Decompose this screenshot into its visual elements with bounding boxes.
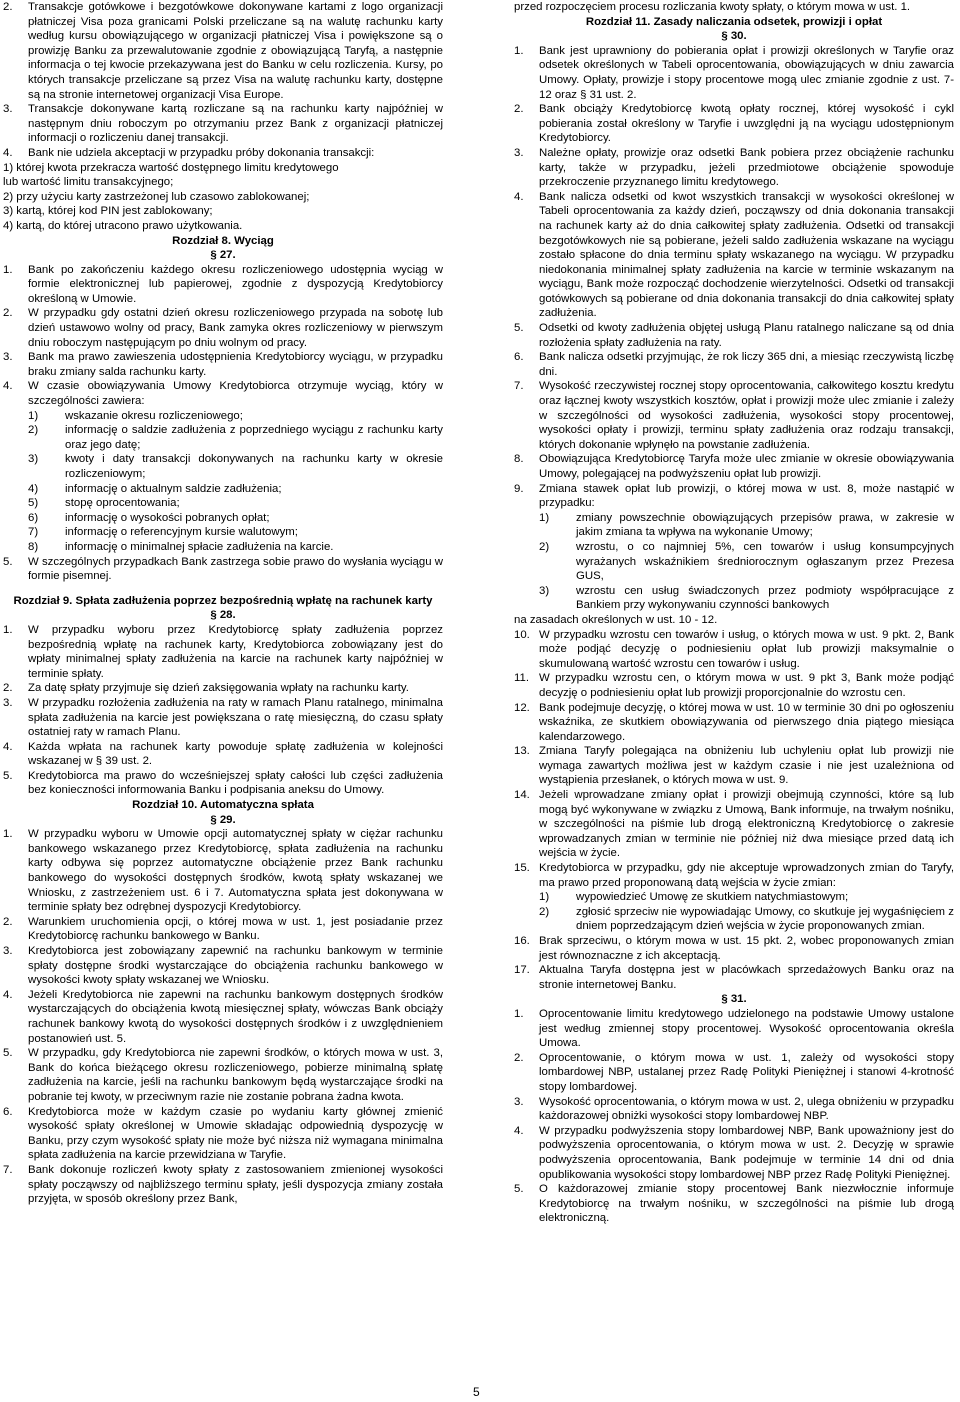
- item-text: Warunkiem uruchomienia opcji, o której mowa w ust. 1, jest posiadanie przez Kredytobiorcę rachunku bankowego w Banku.: [28, 915, 443, 943]
- item-number: 3.: [3, 351, 13, 364]
- item-number: 1): [539, 891, 550, 904]
- item-number: 3.: [514, 1095, 524, 1108]
- item-text: W przypadku podwyższenia stopy lombardowej NBP, Bank upoważniony jest do podwyższenia oprocentowania, o którym mowa w ust. 2. Decyzję w sprawie podwyższenia oprocentowania, Bank podejmuje w terminie 14 dni od dnia opublikowania wysokości stopy lombardowej NBP przez Radę Polityki Pieniężnej.: [539, 1124, 954, 1181]
- paragraph: 3) kartą, której kod PIN jest zablokowany;: [3, 205, 213, 218]
- item-text: Za datę spłaty przyjmuje się dzień zaksięgowania wpłaty na rachunku karty.: [28, 682, 409, 695]
- item-number: 11.: [514, 672, 529, 685]
- item-number: 8.: [514, 453, 524, 466]
- item-text: Każda wpłata na rachunek karty powoduje spłatę zadłużenia w kolejności wskazanej w § 39 ust. 2.: [28, 740, 443, 768]
- section-heading: § 29.: [210, 813, 236, 826]
- item-text: Należne opłaty, prowizje oraz odsetki Bank pobiera przez obciążenie rachunku karty, także w przypadku, jeżeli przedmiotowe obciążenie spowoduje przekroczenie przyznanego limitu kredytowego.: [539, 146, 954, 189]
- numbered-paragraph: [3, 1046, 443, 1104]
- item-number: 2.: [3, 915, 13, 928]
- section-heading: § 27.: [210, 249, 236, 262]
- numbered-paragraph: [514, 1051, 954, 1095]
- item-number: 4.: [3, 380, 13, 393]
- item-number: 5.: [3, 769, 13, 782]
- item-text: O każdorazowej zmianie stopy procentowej Bank niezwłocznie informuje Kredytobiorcę na trwałym nośniku, w szczególności na piśmie lub drogą elektroniczną.: [539, 1183, 954, 1225]
- item-text: Bank jest uprawniony do pobierania opłat i prowizji określonych w Taryfie oraz odsetek określonych w Tabeli oprocentowania, obowiązujących w dniu zawarcia Umowy. Opłaty, prowizje i stopy procentowe mogą ulec zmianie zgodnie z ust. 7-12 oraz § 31 ust. 2.: [539, 44, 954, 101]
- list-subitem: [28, 511, 443, 526]
- item-text: W przypadku gdy ostatni dzień okresu rozliczeniowego przypada na sobotę lub dzień ustawowo wolny od pracy, Bank zamyka okres rozliczeniowy w pierwszym dniu roboczym następującym po dniu wolnym od pracy.: [28, 307, 443, 349]
- item-number: 14.: [514, 789, 530, 802]
- list-subitem: [28, 452, 443, 481]
- item-number: 5.: [514, 1183, 524, 1196]
- item-number: 4.: [514, 190, 524, 203]
- list-subitem: [28, 482, 443, 497]
- numbered-paragraph: [3, 102, 443, 146]
- numbered-paragraph: [3, 988, 443, 1046]
- item-number: 4): [28, 482, 39, 495]
- list-subitem: [28, 423, 443, 452]
- section-heading: Rozdział 11. Zasady naliczania odsetek, prowizji i opłat: [585, 15, 883, 28]
- item-text: Oprocentowanie, o którym mowa w ust. 1, zależy od wysokości stopy lombardowej NBP, ustalanej przez Radę Polityki Pieniężnej i stanowi 4-krotność stopy lombardowej.: [539, 1051, 954, 1093]
- item-number: 5.: [3, 1047, 13, 1060]
- numbered-paragraph: [3, 681, 443, 696]
- numbered-paragraph: [514, 861, 954, 890]
- numbered-paragraph: [514, 1007, 954, 1051]
- item-text: stopę oprocentowania;: [65, 497, 180, 510]
- item-text: informację o wysokości pobranych opłat;: [65, 511, 270, 524]
- item-text: Obowiązująca Kredytobiorcę Taryfa może ulec zmianie w okresie obowiązywania Umowy, polegającej na podwyższeniu opłat lub prowizji.: [539, 453, 954, 480]
- numbered-paragraph: [514, 628, 954, 672]
- item-number: 5.: [3, 555, 13, 568]
- item-text: Bank obciąży Kredytobiorcę kwotą opłaty rocznej, której wysokość i cykl pobierania został określony w Taryfie i uwzględni ją na wyciągu udostępnionym Kredytobiorcy.: [539, 103, 954, 145]
- item-text: informację o referencyjnym kursie walutowym;: [65, 526, 298, 539]
- numbered-paragraph: [514, 1124, 954, 1182]
- list-subitem: [28, 496, 443, 511]
- numbered-paragraph: [514, 190, 954, 321]
- item-text: Transakcje gotówkowe i bezgotówkowe dokonywane kartami z logo organizacji płatniczej Visa poza granicami Polski przeliczane są na walutę rachunku karty według kursu obowiązującego w organizacji płatniczej Visa i powiększone są o prowizję Banku za przewalutowanie zgodnie z obowiązującą Taryfą, a następnie informacja o tej kwocie przekazywana jest do Banku w celu rozliczenia. Kursy, po których transakcje przeliczane są przez Visa na walutę rachunku karty, dostępne są na stronie internetowej organizacji Visa Europe.: [28, 1, 443, 101]
- item-text: Wysokość rzeczywistej rocznej stopy oprocentowania, całkowitego kosztu kredytu oraz łącznej kwoty wszystkich kosztów, opłat i prowizji może ulec zmianie i zależy w szczególności od wysokości zadłużenia, wysokości stopy procentowej, wysokości opłaty i prowizji, terminu spłaty zadłużenia oraz rodzaju transakcji, których dokonanie wpłynęło na powstanie zadłużenia.: [539, 380, 954, 451]
- numbered-paragraph: [514, 452, 954, 481]
- numbered-paragraph: [3, 944, 443, 988]
- paragraph: 1) której kwota przekracza wartość dostępnego limitu kredytowego: [3, 161, 339, 174]
- numbered-paragraph: [514, 350, 954, 379]
- numbered-paragraph: [3, 623, 443, 681]
- item-number: 1.: [3, 263, 13, 276]
- list-subitem: [28, 525, 443, 540]
- numbered-paragraph: [514, 963, 954, 992]
- numbered-paragraph: [514, 44, 954, 102]
- numbered-paragraph: [3, 263, 443, 307]
- numbered-paragraph: [514, 701, 954, 745]
- item-text: informację o aktualnym saldzie zadłużenia;: [65, 482, 282, 495]
- left-column: [3, 0, 443, 1207]
- numbered-paragraph: [514, 321, 954, 350]
- item-number: 3.: [3, 103, 13, 116]
- section-heading: Rozdział 8. Wyciąg: [172, 234, 274, 247]
- item-text: Zmiana Taryfy polegająca na obniżeniu lub uchyleniu opłat lub prowizji nie wymaga zawartych możliwa jest w każdym czasie i nie jest uzależniona od wystąpienia przesłanek, o których mowa w ust. 9.: [539, 745, 954, 787]
- item-text: W przypadku, gdy Kredytobiorca nie zapewni środków, o których mowa w ust. 3, Bank do końca bieżącego okresu rozliczeniowego, pobierze minimalną spłatę zadłużenia na karcie, jeśli na rachunku bankowym będą wystarczające środki na pobranie tej kwoty, w przeciwnym razie nie zostanie pobrana żadna kwota.: [28, 1047, 443, 1103]
- item-number: 5.: [514, 322, 524, 335]
- item-text: Bank nalicza odsetki od kwot wszystkich transakcji w wysokości określonej w Tabeli oprocentowania za każdy dzień, począwszy od dnia dokonania transakcji na rachunek karty aż do dnia całkowitej spłaty zadłużenia. Odsetki od transakcji bezgotówkowych nie są pobierane, jeżeli saldo zadłużenia wskazane na wyciągu zostało spłacone do dnia terminu spłaty wskazanego na wyciągu. W przypadku niedokonania minimalnej spłaty zadłużenia na karcie w terminie wskazanym na wyciągu, Bank może rozpocząć dochodzenie wierzytelności. Odsetki od transakcji gotówkowych są pobierane od dnia dokonania transakcji do dnia całkowitej spłaty zadłużenia.: [539, 190, 954, 320]
- item-number: 2.: [514, 103, 524, 116]
- item-number: 2): [539, 540, 550, 553]
- item-number: 16.: [514, 935, 530, 947]
- paragraph: przed rozpoczęciem procesu rozliczania kwoty spłaty, o którym mowa w ust. 1.: [514, 1, 911, 13]
- item-number: 2.: [514, 1051, 524, 1064]
- item-number: 1.: [3, 623, 13, 636]
- item-number: 4.: [3, 988, 13, 1001]
- numbered-paragraph: [514, 1095, 954, 1124]
- item-text: informację o saldzie zadłużenia z poprzedniego wyciągu z rachunku karty oraz jego datę;: [65, 424, 443, 451]
- item-number: 1): [28, 409, 39, 422]
- section-heading: § 30.: [721, 30, 747, 43]
- item-number: 2): [28, 424, 39, 437]
- numbered-paragraph: [514, 482, 954, 511]
- item-text: Brak sprzeciwu, o którym mowa w ust. 15 pkt. 2, wobec proponowanych zmian jest równoznaczne z ich akceptacją.: [539, 935, 954, 962]
- numbered-paragraph: [514, 146, 954, 190]
- numbered-paragraph: [3, 1163, 443, 1207]
- numbered-paragraph: [3, 696, 443, 740]
- item-text: Wysokość oprocentowania, o którym mowa w ust. 2, ulega obniżeniu w przypadku każdorazowej obniżki wysokości stopy lombardowej NBP.: [539, 1095, 954, 1123]
- item-number: 2.: [3, 1, 13, 13]
- numbered-paragraph: [514, 102, 954, 146]
- continuation-text: na zasadach określonych w ust. 10 - 12.: [514, 613, 718, 626]
- numbered-paragraph: [3, 350, 443, 379]
- item-number: 1.: [3, 828, 13, 841]
- item-number: 7.: [514, 380, 524, 393]
- item-text: W czasie obowiązywania Umowy Kredytobiorca otrzymuje wyciąg, który w szczególności zawiera:: [28, 380, 443, 408]
- item-number: 4.: [3, 740, 13, 753]
- item-text: W przypadku wyboru przez Kredytobiorcę spłaty zadłużenia poprzez bezpośrednią wpłatę na rachunek karty, Kredytobiorca zobowiązany jest do wpłaty minimalnej spłaty zadłużenia na karcie na rachunek karty najpóźniej w terminie spłaty.: [28, 623, 443, 680]
- item-text: Jeżeli wprowadzane zmiany opłat i prowizji obejmują czynności, które są lub mogą być wykonywane w związku z Umową, Bank informuje, na trwałym nośniku, w szczególności na piśmie lub drogą elektroniczną Kredytobiorcę o zakresie wprowadzanych zmian w terminie nie później niż dwa miesiące przed datą ich wejścia w życie.: [539, 789, 954, 860]
- numbered-paragraph: [514, 1182, 954, 1226]
- section-heading: Rozdział 10. Automatyczna spłata: [132, 799, 314, 812]
- page-number: 5: [473, 1385, 480, 1399]
- item-text: Kredytobiorca jest zobowiązany zapewnić na rachunku bankowym w terminie spłaty dostępne środki wystarczające do obciążenia rachunku bankowego w wysokości kwoty spłaty wskazanej we Wniosku.: [28, 945, 443, 987]
- item-text: W przypadku wzrostu cen towarów i usług, o których mowa w ust. 9 pkt. 2, Bank może podjąć decyzję o podniesieniu opłat lub prowizji maksymalnie o skumulowaną wartość wzrostu cen towarów i usług.: [539, 628, 954, 670]
- item-number: 1.: [514, 1007, 524, 1020]
- item-text: Aktualna Taryfa dostępna jest w placówkach sprzedażowych Banku oraz na stronie internetowej Banku.: [539, 964, 954, 991]
- item-text: wzrostu cen usług świadczonych przez podmioty współpracujące z Bankiem przy wykonywaniu czynności bankowych: [576, 584, 954, 612]
- item-text: Odsetki od kwoty zadłużenia objętej usługą Planu ratalnego naliczane są od dnia rozłożenia spłaty zadłużenia na raty.: [539, 322, 954, 349]
- item-number: 2.: [3, 682, 13, 695]
- spacer: [3, 584, 443, 594]
- numbered-paragraph: [3, 306, 443, 350]
- item-text: zmiany powszechnie obowiązujących przepisów prawa, w zakresie w jakim zmiana ta wpływa na wykonanie Umowy;: [576, 511, 954, 539]
- item-number: 7): [28, 526, 39, 539]
- item-number: 2.: [3, 307, 13, 320]
- item-text: wzrostu, o co najmniej 5%, cen towarów i usług konsumpcyjnych wyrażanych wskaźnikiem średniorocznym ogłaszanym przez Prezesa GUS,: [576, 540, 954, 583]
- item-text: Oprocentowanie limitu kredytowego udzielonego na podstawie Umowy ustalone jest według zmiennej stopy procentowej. Wysokość oprocentowania określa Umowa.: [539, 1007, 954, 1050]
- item-number: 15.: [514, 862, 530, 875]
- item-text: Bank dokonuje rozliczeń kwoty spłaty z zastosowaniem zmienionej wysokości spłaty począwszy od najbliższego terminu spłaty, jeśli dyspozycja zmiany została przyjęta, w sposób określony przez Bank,: [28, 1163, 443, 1206]
- section-heading: Rozdział 9. Spłata zadłużenia poprzez bezpośrednią wpłatę na rachunek karty: [13, 594, 433, 607]
- numbered-paragraph: [514, 379, 954, 452]
- item-text: Kredytobiorca ma prawo do wcześniejszej spłaty całości lub części zadłużenia bez konieczności informowania Banku i podpisania aneksu do Umowy.: [28, 769, 443, 797]
- numbered-paragraph: [3, 0, 443, 102]
- item-number: 1): [539, 511, 550, 524]
- item-number: 6.: [3, 1105, 13, 1118]
- numbered-paragraph: [3, 915, 443, 944]
- item-text: Bank ma prawo zawieszenia udostępnienia Kredytobiorcy wyciągu, w przypadku braku zmiany salda rachunku karty.: [28, 351, 443, 378]
- numbered-paragraph: [3, 379, 443, 408]
- item-text: W przypadku wzrostu cen, o którym mowa w ust. 9 pkt 3, Bank może podjąć decyzję o podniesieniu opłat lub prowizji proporcjonalnie do wzrostu cen.: [539, 672, 954, 699]
- list-subitem: [539, 511, 954, 540]
- item-number: 4.: [3, 146, 13, 159]
- numbered-paragraph: [514, 934, 954, 963]
- numbered-paragraph: [3, 146, 443, 161]
- item-number: 2): [539, 905, 550, 918]
- item-text: Transakcje dokonywane kartą rozliczane są na rachunku karty najpóźniej w następnym dniu roboczym po otrzymaniu przez Bank z organizacji płatniczej informacji o rozliczeniu danej transakcji.: [28, 103, 443, 145]
- list-subitem: [539, 890, 954, 905]
- item-text: W przypadku wyboru w Umowie opcji automatycznej spłaty w ciężar rachunku bankowego wskazanego przez Kredytobiorcę, spłata zadłużenia na rachunku karty odbywa się poprzez automatyczne obciążenie przez Bank rachunku bankowego do wysokości dostępnych środków, kwotą spłaty wskazanej we Wniosku, z zastrzeżeniem ust. 6 i 7. Automatyczna spłata jest dokonywana w terminie spłaty bez odrębnej dyspozycji Kredytobiorcy.: [28, 828, 443, 914]
- item-text: informację o minimalnej spłacie zadłużenia na karcie.: [65, 540, 334, 553]
- list-subitem: [539, 540, 954, 584]
- item-text: W szczególnych przypadkach Bank zastrzega sobie prawo do wysłania wyciągu w formie pisemnej.: [28, 555, 443, 583]
- item-number: 13.: [514, 745, 530, 758]
- item-text: Bank po zakończeniu każdego okresu rozliczeniowego udostępnia wyciąg w formie elektronicznej lub papierowej, zgodnie z dyspozycją Kredytobiorcy określoną w Umowie.: [28, 263, 443, 305]
- list-subitem: [539, 905, 954, 934]
- numbered-paragraph: [514, 671, 954, 700]
- section-heading: § 28.: [210, 609, 236, 622]
- item-number: 8): [28, 540, 39, 553]
- numbered-paragraph: [514, 788, 954, 861]
- item-text: wskazanie okresu rozliczeniowego;: [65, 409, 243, 422]
- item-number: 6): [28, 511, 39, 524]
- item-number: 3): [539, 584, 550, 597]
- item-text: Kredytobiorca może w każdym czasie po wydaniu karty głównej zmienić wysokość spłaty określonej w Umowie składając odpowiednią dyspozycję w Banku, przy czym wysokość spłaty nie może być niższa niż wymagana minimalna spłata zadłużenia na karcie przewidziana w Taryfie.: [28, 1105, 443, 1162]
- paragraph: 4) kartą, do której utracono prawo użytkowania.: [3, 219, 243, 232]
- item-text: kwoty i daty transakcji dokonywanych na rachunku karty w okresie rozliczeniowym;: [65, 453, 443, 480]
- item-number: 3.: [3, 696, 13, 709]
- item-text: Bank nalicza odsetki przyjmując, że rok liczy 365 dni, a miesiąc rzeczywistą liczbę dni.: [539, 351, 954, 378]
- item-number: 1.: [514, 44, 524, 57]
- item-number: 3.: [3, 945, 13, 957]
- item-text: Bank podejmuje decyzję, o której mowa w ust. 10 w terminie 30 dni po ogłoszeniu wskaźnika, ze skutkiem obowiązywania od pierwszego dnia piątego miesiąca kalendarzowego.: [539, 701, 954, 743]
- list-subitem: [539, 584, 954, 613]
- paragraph: 2) przy użyciu karty zastrzeżonej lub czasowo zablokowanej;: [3, 190, 310, 203]
- numbered-paragraph: [3, 740, 443, 769]
- numbered-paragraph: [3, 555, 443, 584]
- numbered-paragraph: [3, 769, 443, 798]
- item-text: zgłosić sprzeciw nie wypowiadając Umowy, co skutkuje jej wygaśnięciem z dniem poprzedzającym dzień wejścia w życie proponowanych zmian.: [576, 905, 954, 933]
- numbered-paragraph: [3, 1105, 443, 1163]
- item-number: 3.: [514, 146, 524, 159]
- numbered-paragraph: [3, 827, 443, 915]
- item-number: 7.: [3, 1163, 13, 1176]
- item-text: Kredytobiorca w przypadku, gdy nie akceptuje wprowadzonych zmian do Taryfy, ma prawo przed proponowaną datą wejścia w życie zmian:: [539, 862, 954, 889]
- item-number: 17.: [514, 964, 530, 977]
- continuation-text: lub wartość limitu transakcyjnego;: [3, 176, 174, 189]
- item-text: Bank nie udziela akceptacji w przypadku próby dokonania transakcji:: [28, 146, 375, 159]
- item-number: 9.: [514, 482, 524, 495]
- item-number: 12.: [514, 701, 530, 714]
- item-text: wypowiedzieć Umowę ze skutkiem natychmiastowym;: [576, 891, 849, 904]
- numbered-paragraph: [514, 744, 954, 788]
- item-text: Jeżeli Kredytobiorca nie zapewni na rachunku bankowym dostępnych środków wystarczających do obciążenia kwotą miesięcznej spłaty, wówczas Bank obciąży rachunek bankowy kwotą do wysokości dostępnych środków i z uwzględnieniem postanowień ust. 5.: [28, 988, 443, 1045]
- right-column: [514, 0, 954, 1226]
- item-number: 10.: [514, 628, 530, 641]
- list-subitem: [28, 409, 443, 424]
- list-subitem: [28, 540, 443, 555]
- item-number: 4.: [514, 1124, 524, 1137]
- item-number: 6.: [514, 351, 524, 364]
- item-text: Zmiana stawek opłat lub prowizji, o której mowa w ust. 8, może nastąpić w przypadku:: [539, 482, 954, 510]
- item-number: 5): [28, 497, 39, 510]
- item-number: 3): [28, 453, 39, 466]
- item-text: W przypadku rozłożenia zadłużenia na raty w ramach Planu ratalnego, minimalna spłata zadłużenia na karcie jest powiększana o ratę miesięczną, do czasu spłaty ostatniej raty w ramach Planu.: [28, 696, 443, 739]
- section-heading: § 31.: [721, 993, 747, 1006]
